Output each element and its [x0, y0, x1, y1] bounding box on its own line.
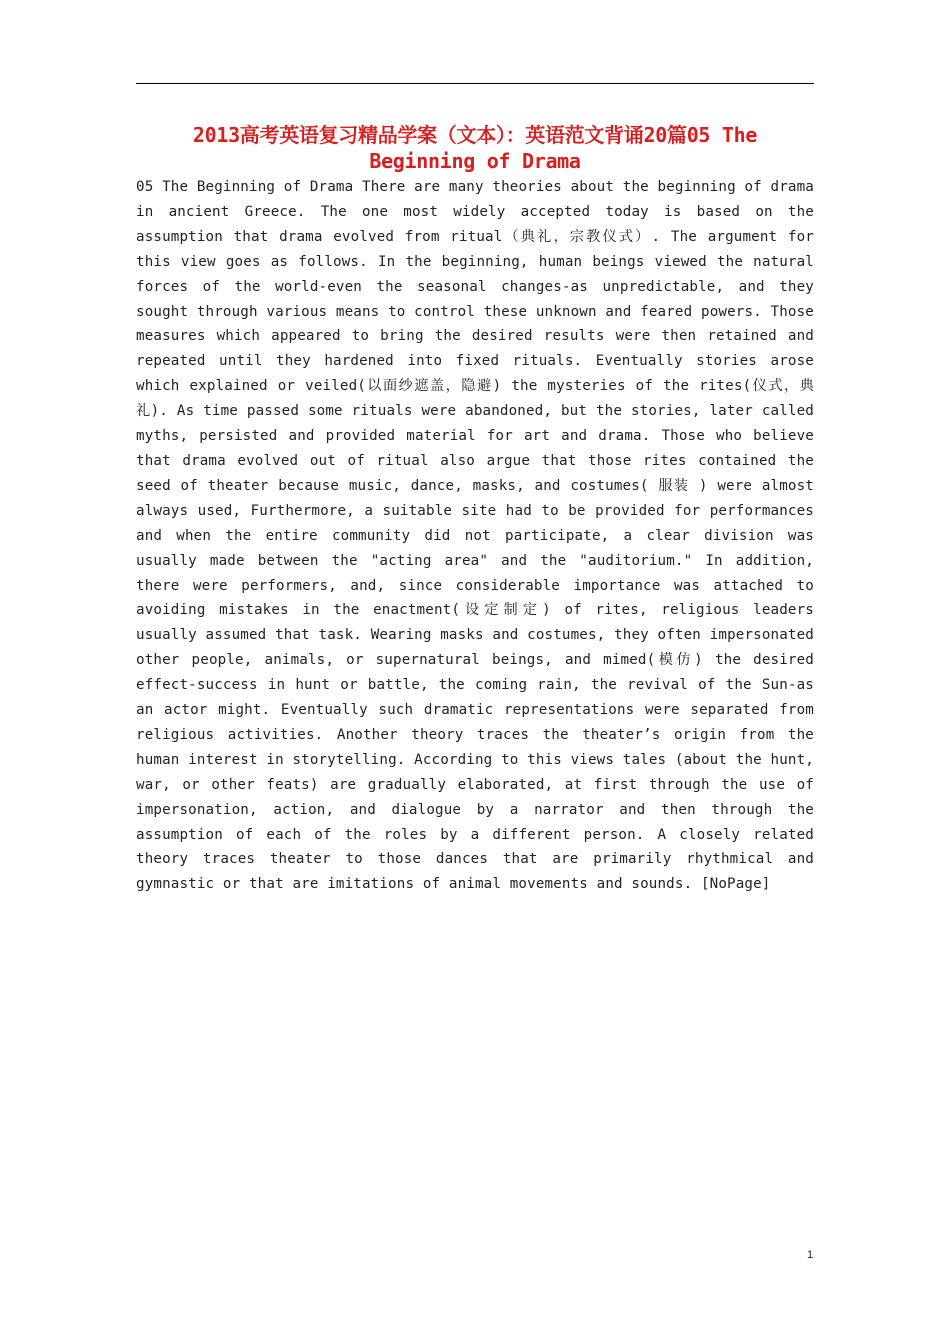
page-number: 1 [806, 1249, 814, 1261]
body-paragraph: 05 The Beginning of Drama There are many theories about the beginning of drama in ancient Greece. The one most widely accepted today is based on the assumption that drama evolved from ritual（典礼，宗教仪式）. The argument for this view goes as follows. In the beginning, human beings viewed the natural forces of the world-even the seasonal changes-as unpredictable, and they sought through various means to control these unknown and feared powers. Those measures which appeared to bring the desired results were then retained and repeated until they hardened into fixed rituals. Eventually stories arose which explained or veiled(以面纱遮盖，隐避) the mysteries of the rites(仪式，典礼). As time passed some rituals were abandoned, but the stories, later called myths, persisted and provided material for art and drama. Those who believe that drama evolved out of ritual also argue that those rites contained the seed of theater because music, dance, masks, and costumes( 服装 ) were almost always used, Furthermore, a suitable site had to be provided for performances and when the entire community did not participate, a clear division was usually made between the "acting area" and the "auditorium." In addition, there were performers, and, since considerable importance was attached to avoiding mistakes in the enactment(设定制定) of rites, religious leaders usually assumed that task. Wearing masks and costumes, they often impersonated other people, animals, or supernatural beings, and mimed(模仿) the desired effect-success in hunt or battle, the coming rain, the revival of the Sun-as an actor might. Eventually such dramatic representations were separated from religious activities. Another theory traces the theater’s origin from the human interest in storytelling. According to this views tales (about the hunt, war, or other feats) are gradually elaborated, at first through the use of impersonation, action, and dialogue by a narrator and then through the assumption of each of the roles by a different person. A closely related theory traces theater to those dances that are primarily rhythmical and gymnastic or that are imitations of animal movements and sounds. [NoPage] [136, 179, 814, 893]
header-rule [136, 83, 814, 84]
document-title: 2013高考英语复习精品学案（文本）：英语范文背诵20篇05 The Beginning of Drama [192, 123, 758, 173]
